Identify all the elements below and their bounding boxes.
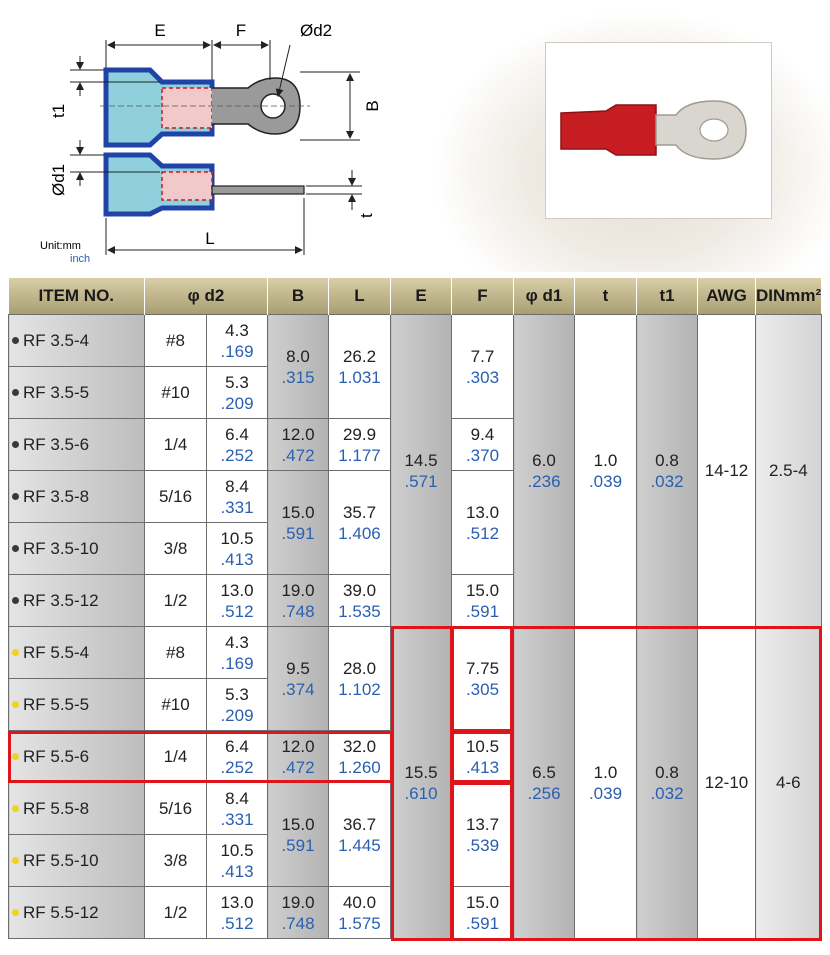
bullet-icon — [12, 805, 19, 812]
t-value: 1.0 .039 — [575, 315, 637, 627]
item-cell — [9, 419, 145, 471]
f-value: 15.0 .591 — [452, 887, 514, 939]
e-value: 15.5 .610 — [391, 627, 452, 939]
table-header — [9, 278, 822, 315]
f-value: 15.0 .591 — [452, 575, 514, 627]
label-d2: Ød2 — [300, 21, 333, 40]
stud-size: 1/4 — [145, 419, 207, 471]
item-cell — [9, 887, 145, 939]
t1-value: 0.8 .032 — [637, 627, 698, 939]
stud-size: 3/8 — [145, 523, 207, 575]
f-value: 10.5 .413 — [452, 731, 514, 783]
item-cell — [9, 627, 145, 679]
d2-value: 5.3 .209 — [207, 679, 268, 731]
b-value: 12.0 .472 — [268, 731, 329, 783]
unit-inch: inch — [70, 253, 91, 265]
d2-value: 4.3 .169 — [207, 315, 268, 367]
f-value: 9.4 .370 — [452, 419, 514, 471]
b-value: 15.0 .591 — [268, 471, 329, 575]
label-d1: Ød1 — [49, 163, 68, 196]
d1-value: 6.0 .236 — [514, 315, 575, 627]
l-value: 36.7 1.445 — [329, 783, 391, 887]
l-value: 35.7 1.406 — [329, 471, 391, 575]
bullet-icon — [12, 441, 19, 448]
item-no: RF 3.5-12 — [23, 590, 99, 610]
awg-value: 14-12 — [698, 315, 756, 627]
product-photo — [545, 42, 772, 219]
bullet-icon — [12, 597, 19, 604]
bullet-icon — [12, 857, 19, 864]
bullet-icon — [12, 753, 19, 760]
top-view — [100, 70, 310, 145]
item-cell — [9, 575, 145, 627]
d2-value: 5.3 .209 — [207, 367, 268, 419]
item-no: RF 5.5-8 — [23, 798, 90, 818]
l-value: 28.0 1.102 — [329, 627, 391, 731]
header-din: DINmm² — [756, 278, 822, 315]
stud-size: 5/16 — [145, 783, 207, 835]
item-no: RF 5.5-10 — [23, 850, 99, 870]
l-value: 40.0 1.575 — [329, 887, 391, 939]
b-value: 9.5 .374 — [268, 627, 329, 731]
stud-size: #8 — [145, 315, 207, 367]
table-row — [9, 315, 822, 367]
label-t: t — [357, 213, 376, 218]
bullet-icon — [12, 493, 19, 500]
awg-value: 12-10 — [698, 627, 756, 939]
stud-size: 1/2 — [145, 575, 207, 627]
header-e: E — [391, 278, 452, 315]
b-value: 8.0 .315 — [268, 315, 329, 419]
bullet-icon — [12, 389, 19, 396]
e-value: 14.5 .571 — [391, 315, 452, 627]
d2-value: 4.3 .169 — [207, 627, 268, 679]
d2-value: 8.4 .331 — [207, 471, 268, 523]
stud-size: #8 — [145, 627, 207, 679]
item-no: RF 3.5-10 — [23, 538, 99, 558]
d2-value: 13.0 .512 — [207, 887, 268, 939]
ring-terminal-image — [546, 43, 771, 218]
d2-value: 13.0 .512 — [207, 575, 268, 627]
label-e: E — [154, 21, 166, 40]
diagram-area — [0, 0, 830, 272]
item-cell — [9, 367, 145, 419]
unit-mm: Unit:mm — [40, 240, 81, 252]
item-no: RF 5.5-6 — [23, 746, 90, 766]
item-no: RF 5.5-4 — [23, 642, 90, 662]
t1-value: 0.8 .032 — [637, 315, 698, 627]
d1-value: 6.5 .256 — [514, 627, 575, 939]
b-value: 15.0 .591 — [268, 783, 329, 887]
item-cell — [9, 471, 145, 523]
item-no: RF 5.5-12 — [23, 902, 99, 922]
d2-value: 8.4 .331 — [207, 783, 268, 835]
item-cell — [9, 523, 145, 575]
bullet-icon — [12, 545, 19, 552]
f-value: 13.0 .512 — [452, 471, 514, 575]
label-t1: t1 — [49, 103, 68, 118]
item-cell — [9, 731, 145, 783]
stud-size: #10 — [145, 679, 207, 731]
b-value: 19.0 .748 — [268, 575, 329, 627]
header-item-no: ITEM NO. — [9, 278, 145, 315]
b-value: 12.0 .472 — [268, 419, 329, 471]
stud-size: #10 — [145, 367, 207, 419]
b-value: 19.0 .748 — [268, 887, 329, 939]
header-d1: φ d1 — [514, 278, 575, 315]
item-cell — [9, 315, 145, 367]
d2-value: 6.4 .252 — [207, 419, 268, 471]
item-cell — [9, 835, 145, 887]
f-value: 13.7 .539 — [452, 783, 514, 887]
l-value: 26.2 1.031 — [329, 315, 391, 419]
stud-size: 5/16 — [145, 471, 207, 523]
item-no: RF 5.5-5 — [23, 694, 90, 714]
header-l: L — [329, 278, 391, 315]
item-cell — [9, 783, 145, 835]
item-no: RF 3.5-8 — [23, 486, 90, 506]
unit-note — [40, 240, 90, 266]
t-value: 1.0 .039 — [575, 627, 637, 939]
side-view — [106, 155, 304, 214]
stud-size: 3/8 — [145, 835, 207, 887]
d2-value: 10.5 .413 — [207, 835, 268, 887]
stud-size: 1/2 — [145, 887, 207, 939]
bullet-icon — [12, 701, 19, 708]
stud-size: 1/4 — [145, 731, 207, 783]
header-d2: φ d2 — [145, 278, 268, 315]
label-b: B — [363, 100, 382, 112]
header-t1: t1 — [637, 278, 698, 315]
header-f: F — [452, 278, 514, 315]
din-value: 4-6 — [756, 627, 822, 939]
f-value: 7.75 .305 — [452, 627, 514, 731]
l-value: 29.9 1.177 — [329, 419, 391, 471]
item-cell — [9, 679, 145, 731]
header-b: B — [268, 278, 329, 315]
item-no: RF 3.5-6 — [23, 434, 90, 454]
header-t: t — [575, 278, 637, 315]
bullet-icon — [12, 337, 19, 344]
terminal-dimension-diagram — [0, 0, 400, 265]
label-f: F — [235, 21, 247, 40]
d2-value: 10.5 .413 — [207, 523, 268, 575]
l-value: 32.0 1.260 — [329, 731, 391, 783]
label-l: L — [205, 229, 215, 248]
l-value: 39.0 1.535 — [329, 575, 391, 627]
item-no: RF 3.5-5 — [23, 382, 90, 402]
din-value: 2.5-4 — [756, 315, 822, 627]
bullet-icon — [12, 909, 19, 916]
spec-table — [8, 278, 822, 939]
f-value: 7.7 .303 — [452, 315, 514, 419]
item-no: RF 3.5-4 — [23, 330, 90, 350]
header-awg: AWG — [698, 278, 756, 315]
bullet-icon — [12, 649, 19, 656]
d2-value: 6.4 .252 — [207, 731, 268, 783]
table-row — [9, 627, 822, 679]
